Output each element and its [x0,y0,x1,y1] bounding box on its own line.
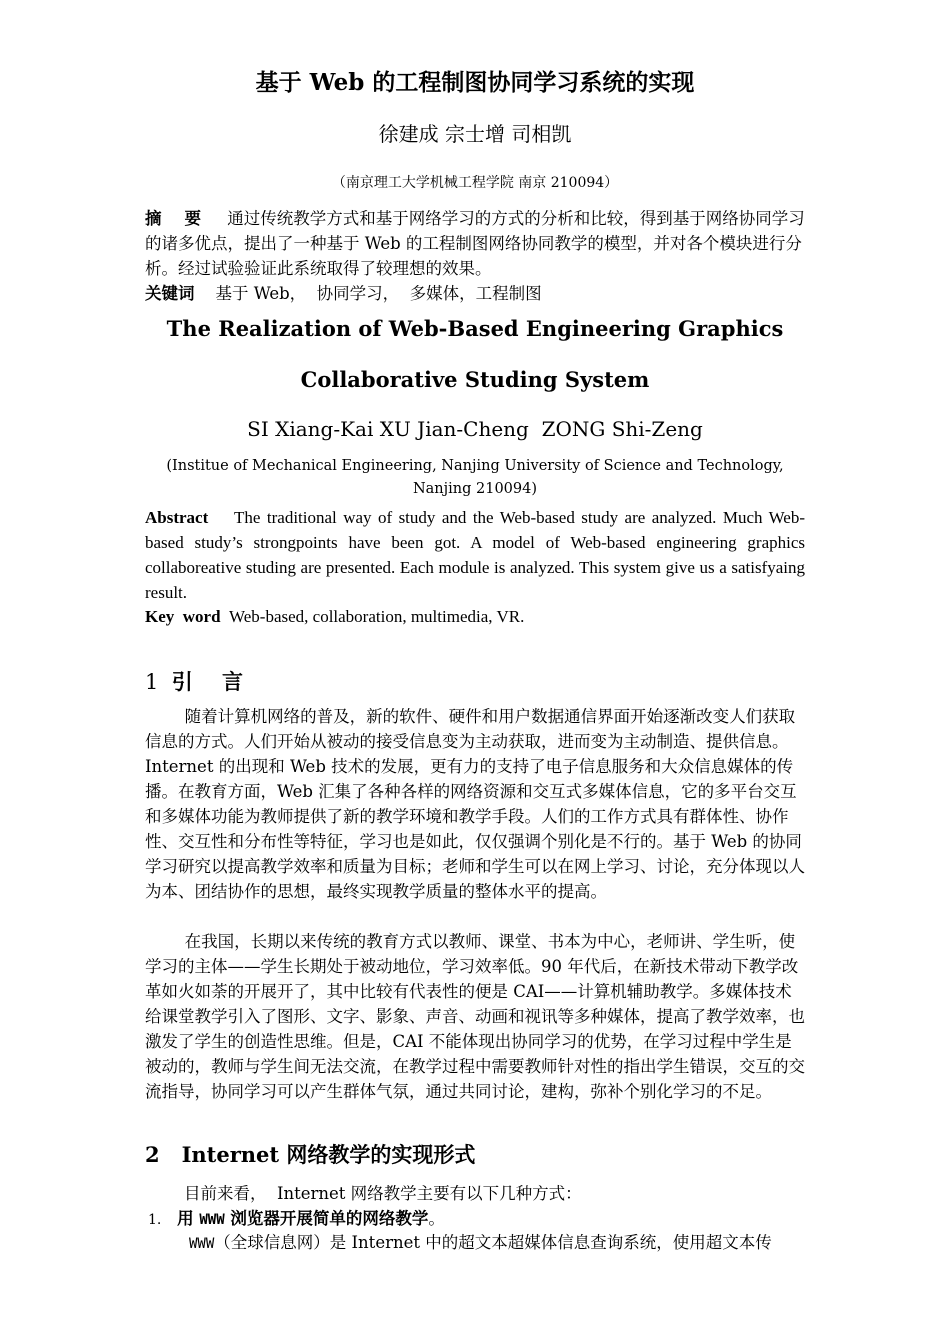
section2-intro: 目前来看， Internet 网络教学主要有以下几种方式： [184,1184,582,1203]
title-en-line2: Collaborative Studing System [300,367,650,392]
section2-title: Internet 网络教学的实现形式 [181,1142,476,1167]
section2-number: 2 [145,1142,160,1167]
keywords-cn-text: 基于 Web， 协同学习， 多媒体，工程制图 [215,284,542,303]
section1-paragraph-2: 在我国，长期以来传统的教育方式以教师、课堂、书本为中心，老师讲、学生听，使学习的主体——学生长期处于被动地位，学习效率低。90 年代后，在新技术带动下教学改革如火如荼的开展开了，其中比较有代表性的便是 CAI——计算机辅助教学。多媒体技术给课堂教学引入了图形、文字、影象、声音、动画和视讯等多种媒体，提高了教学效率，也激发了学生的创造性思维。但是，CAI 不能体现出协同学习的优势，在学习过程中学生是被动的，教师与学生间无法交流，在教学过程中需要教师针对性的指出学生错误，交互的交流指导，协同学习可以产生群体气氛，通过共同讨论，建构，弥补个别化学习的不足。 [145,932,805,1101]
abstract-cn-text: 通过传统教学方式和基于网络学习的方式的分析和比较，得到基于网络协同学习的诸多优点，提出了一种基于 Web 的工程制图网络协同教学的模型，并对各个模块进行分析。经过试验验证此系统取得了较理想的效果。 [145,209,805,278]
abstract-cn-label: 摘 要 [145,209,201,228]
authors-en: SI Xiang-Kai XU Jian-Cheng ZONG Shi-Zeng [247,417,703,441]
abstract-en [145,505,805,605]
affiliation-cn: （南京理工大学机械工程学院 南京 210094） [331,175,619,191]
item1-title-end: 。 [428,1209,445,1228]
item1-text: （全球信息网）是 Internet 中的超文本超媒体信息查询系统，使用超文本传 [214,1233,772,1252]
section1-heading [145,666,243,696]
section2-item1-text [189,1229,772,1253]
keywords-en-label: Key word [145,607,221,626]
keywords-en [145,604,805,629]
section2-item1-heading [148,1205,445,1229]
section1-number: 1 [145,670,159,694]
item1-text-mono: WWW [189,1236,215,1252]
title-en-line1: The Realization of Web-Based Engineering Graphics [166,316,784,341]
title-cn: 基于 Web 的工程制图协同学习系统的实现 [255,69,695,96]
abstract-en-label: Abstract [145,508,209,527]
abstract-cn [145,206,805,281]
abstract-en-text: The traditional way of study and the Web-based study are analyzed. Much Web-based study’s strongpoints have been got. A model of Web-based engineering graphics collaboreative studing are presented. Each module is analyzed. This system give us a satisfyaing result. [145,508,806,602]
item1-title-a: 用 [177,1209,200,1228]
section1-title: 引 言 [171,669,243,694]
item1-number: 1. [148,1212,162,1228]
keywords-en-text: Web-based, collaboration, multimedia, VR. [229,607,525,626]
item1-title-b: 浏览器开展简单的网络教学 [224,1209,429,1228]
keywords-cn-label: 关键词 [145,284,195,303]
keywords-cn [145,281,805,306]
authors-cn: 徐建成 宗士增 司相凯 [378,122,572,146]
section1-paragraph-1: 随着计算机网络的普及，新的软件、硬件和用户数据通信界面开始逐渐改变人们获取信息的方式。人们开始从被动的接受信息变为主动获取，进而变为主动制造、提供信息。Internet 的出现和 Web 技术的发展，更有力的支持了电子信息服务和大众信息媒体的传播。在教育方面，Web 汇集了各种各样的网络资源和交互式多媒体信息，它的多平台交互和多媒体功能为教师提供了新的教学环境和教学手段。人们的工作方式具有群体性、协作性、交互性和分布性等特征，学习也是如此，仅仅强调个别化是不行的。基于 Web 的协同学习研究以提高教学效率和质量为目标；老师和学生可以在网上学习、讨论，充分体现以人为本、团结协作的思想，最终实现教学质量的整体水平的提高。 [145,707,805,901]
item1-title-mono: WWW [199,1212,225,1228]
affiliation-en: (Institue of Mechanical Engineering, Nanjing University of Science and Technology, Nanjing 210094) [166,458,784,497]
section2-heading [145,1139,475,1169]
